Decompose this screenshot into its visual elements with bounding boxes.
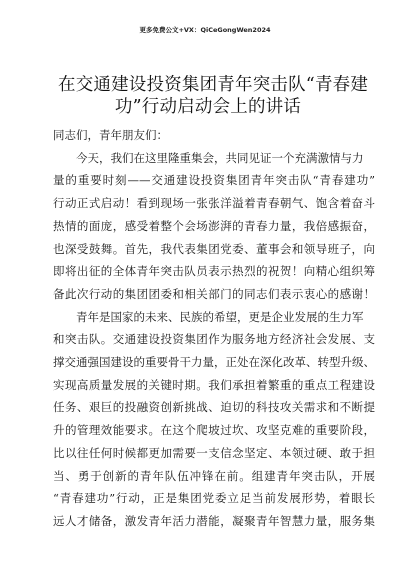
body-line: 热情的面庞，感受着整个会场澎湃的青春力量，我倍感振奋， [53, 218, 375, 233]
body-line: 也深受鼓舞。首先，我代表集团党委、董事会和领导班子，向 [53, 241, 375, 256]
body-line: 和突击队。交通建设投资集团作为服务地方经济社会发展、支 [53, 332, 375, 347]
body-line: “青春建功”行动，正是集团党委立足当前发展形势，着眼长 [53, 491, 375, 506]
body-line: 行动正式启动！看到现场一张张洋溢着青春朝气、饱含着奋斗 [53, 196, 375, 211]
body-line: 今天，我们在这里隆重集会，共同见证一个充满激情与力 [76, 150, 364, 165]
body-line: 量的重要时刻——交通建设投资集团青年突击队“青春建功” [53, 173, 375, 188]
salutation: 同志们，青年朋友们： [53, 128, 168, 142]
body-line: 撑交通强国建设的重要骨干力量，正处在深化改革、转型升级、 [53, 355, 375, 370]
body-line: 实现高质量发展的关键时期。我们承担着繁重的重点工程建设 [53, 377, 375, 392]
title-line-1: 在交通建设投资集团青年突击队“青春建 [58, 75, 369, 95]
body-line: 升的管理效能要求。在这个爬坡过坎、攻坚克难的重要阶段， [53, 423, 375, 438]
document-title [58, 74, 369, 118]
speech-body [53, 124, 375, 533]
body-line: 任务、艰巨的投融资创新挑战、迫切的科技攻关需求和不断提 [53, 400, 375, 415]
body-line: 比以往任何时候都更加需要一支信念坚定、本领过硬、敢于担 [53, 445, 375, 460]
header-note: 更多免费公文+VX：QiCeGongWen2024 [139, 26, 271, 34]
title-line-2: 功”行动启动会上的讲话 [114, 97, 302, 117]
body-line: 青年是国家的未来、民族的希望，更是企业发展的生力军 [76, 309, 364, 324]
body-line: 远人才储备，激发青年活力潜能，凝聚青年智慧力量，服务集 [53, 513, 375, 528]
body-line: 备此次行动的集团团委和相关部门的同志们表示衷心的感谢！ [53, 286, 375, 301]
body-line: 即将出征的全体青年突击队员表示热烈的祝贺！向精心组织筹 [53, 264, 375, 279]
body-line: 当、勇于创新的青年队伍冲锋在前。组建青年突击队，开展 [53, 468, 375, 483]
